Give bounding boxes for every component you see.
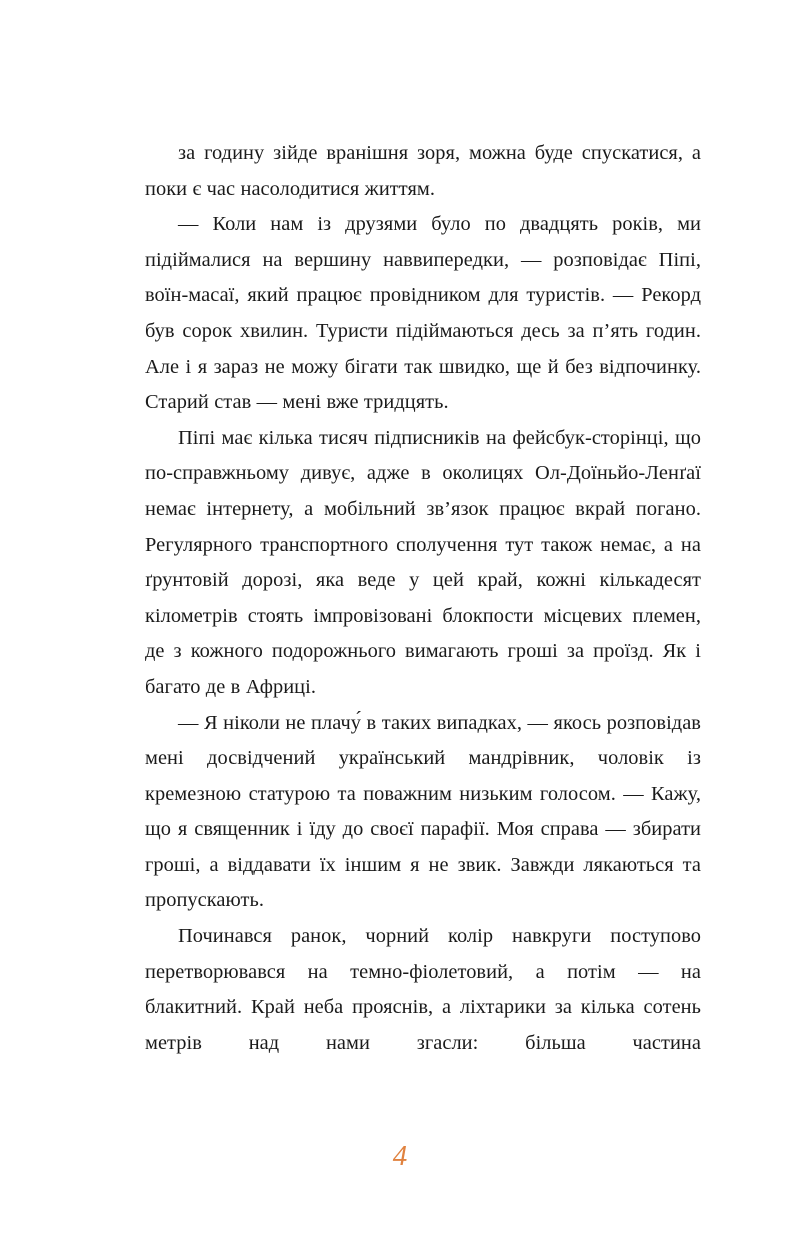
page-number: 4 bbox=[392, 1140, 408, 1172]
paragraph-1: за годину зійде вранішня зоря, можна буде спускатися, а поки є час насолодитися життям. bbox=[145, 142, 701, 200]
paragraph-5: Починався ранок, чорний колір навкруги поступово перетворювався на темно-фіолетовий, а потім — на блакитний. Край неба прояснів, а ліхтарики за кілька сотень метрів над нами згасли: більша частина bbox=[145, 925, 701, 1054]
paragraph-4: — Я ніколи не плачу́ в таких випадках, — якось розповідав мені досвідчений український мандрівник, чоловік із кремезною статурою та поважним низьким голосом. — Кажу, що я священник і їду до своєї парафії. Моя справа — збирати гроші, а віддавати їх іншим я не звик. Завжди лякаються та пропускають. bbox=[145, 711, 701, 912]
page-text-block bbox=[145, 136, 701, 1097]
paragraph-2: — Коли нам із друзями було по двадцять років, ми підіймалися на вершину наввипередки, — розповідає Піпі, воїн-масаї, який працює провідником для туристів. — Рекорд був сорок хвилин. Туристи підіймаються десь за п’ять годин. Але і я зараз не можу бігати так швидко, ще й без відпочинку. Старий став — мені вже тридцять. bbox=[145, 213, 701, 414]
paragraph-3: Піпі має кілька тисяч підписників на фейсбук-сторінці, що по-справжньому дивує, адже в околицях Ол-Доїньйо-Ленґаї немає інтернету, а мобільний зв’язок працює вкрай погано. Регулярного транспортного сполучення тут також немає, а на ґрунтовій дорозі, яка веде у цей край, кожні кількадесят кілометрів стоять імпровізовані блокпости місцевих племен, де з кожного подорожнього вимагають гроші за проїзд. Як і багато де в Африці. bbox=[145, 426, 701, 698]
page-footer bbox=[0, 1142, 800, 1171]
